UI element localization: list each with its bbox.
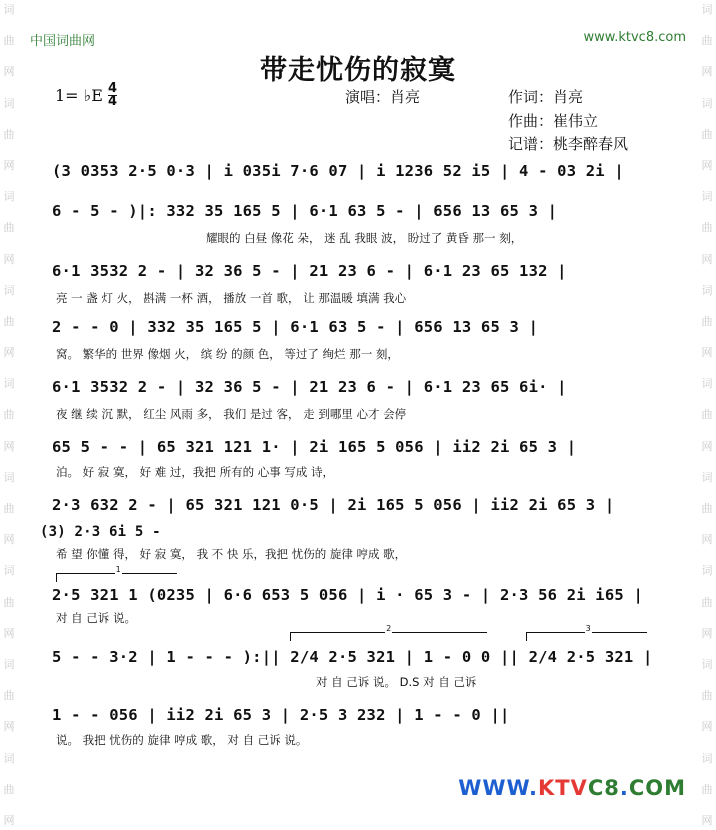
watermark-char: 词	[701, 190, 713, 204]
lyric-line-8: 对 自 己诉 说。 D.S 对 自 己诉	[316, 675, 477, 689]
watermark-char: 网	[3, 720, 15, 734]
volta-1-bracket	[56, 565, 177, 582]
notation-line-6: 65 5 - - | 65 321 121 1· | 2i 165 5 056 | ii2 2i 65 3 |	[52, 438, 577, 456]
watermark-char: 词	[3, 564, 15, 578]
notation-line-5: 6·1 3532 2 - | 32 36 5 - | 21 23 6 - | 6·1 23 65 6i· |	[52, 378, 567, 396]
lyric-line-5: 泊。 好 寂 寞， 好 难 过，我把 所有的 心事 写成 诗，	[56, 465, 335, 479]
transcriber-credit: 记谱：桃李醉春风	[508, 135, 629, 153]
watermark-char: 网	[3, 252, 15, 266]
watermark-char: 曲	[3, 221, 15, 235]
watermark-char: 词	[701, 657, 713, 671]
notation-line-3: 6·1 3532 2 - | 32 36 5 - | 21 23 6 - | 6·1 23 65 132 |	[52, 262, 567, 280]
watermark-char: 词	[701, 470, 713, 484]
logo-dot: .	[619, 776, 629, 800]
watermark-char: 词	[701, 96, 713, 110]
watermark-char: 曲	[3, 595, 15, 609]
song-title: 带走忧伤的寂寞	[260, 55, 456, 86]
volta-2-number: 2	[386, 624, 392, 633]
watermark-char: 曲	[701, 221, 713, 235]
notation-line-1: (3 0353 2·5 0·3 | i 035i 7·6 07 | i 1236 52 i5 | 4 - 03 2i |	[52, 162, 624, 180]
watermark-char: 曲	[3, 408, 15, 422]
watermark-char: 网	[701, 158, 713, 172]
time-signature-denominator: 4	[108, 94, 118, 109]
lyric-line-3: 窝。 繁华的 世界 像烟 火， 缤 纷 的颜 色， 等过了 绚烂 那一 刻，	[56, 347, 399, 361]
volta-3-number: 3	[585, 624, 591, 633]
watermark-char: 曲	[701, 34, 713, 48]
watermark-char: 词	[3, 3, 15, 16]
watermark-char: 曲	[701, 595, 713, 609]
logo-com: COM	[628, 776, 686, 800]
watermark-char: 词	[3, 377, 15, 391]
watermark-char: 词	[3, 751, 15, 765]
watermark-char: 网	[3, 65, 15, 79]
watermark-char: 曲	[701, 782, 713, 796]
watermark-char: 词	[701, 283, 713, 297]
time-signature-numerator: 4	[108, 81, 118, 96]
notation-line-10: 1 - - 056 | ii2 2i 65 3 | 2·5 3 232 | 1 - - 0 ||	[52, 706, 510, 724]
logo-c8: C8	[587, 776, 620, 800]
watermark-char: 网	[701, 533, 713, 547]
lyric-line-9: 说。 我把 忧伤的 旋律 哼成 歌， 对 自 己诉 说。	[56, 733, 308, 747]
site-name-link[interactable]: 中国词曲网	[30, 34, 96, 49]
notation-line-4: 2 - - 0 | 332 35 165 5 | 6·1 63 5 - | 656 13 65 3 |	[52, 318, 539, 336]
lyricist-credit: 作词：肖亮	[508, 88, 584, 106]
watermark-char: 网	[3, 158, 15, 172]
lyric-line-7: 对 自 己诉 说。	[56, 611, 136, 625]
logo-www: WWW.	[458, 776, 538, 800]
watermark-char: 网	[3, 533, 15, 547]
notation-line-8: 2·5 321 1 (0235 | 6·6 653 5 056 | i · 65 3 - | 2·3 56 2i i65 |	[52, 586, 643, 604]
watermark-char: 词	[3, 96, 15, 110]
watermark-char: 网	[701, 626, 713, 640]
watermark-char: 网	[701, 813, 713, 827]
watermark-char: 曲	[3, 314, 15, 328]
time-signature	[108, 83, 117, 108]
volta-3-bracket	[526, 624, 647, 641]
watermark-char: 曲	[701, 314, 713, 328]
watermark-char: 网	[3, 439, 15, 453]
watermark-char: 网	[701, 720, 713, 734]
watermark-char: 网	[3, 813, 15, 827]
logo-ktv: KTV	[537, 776, 588, 800]
watermark-char: 网	[701, 252, 713, 266]
watermark-char: 曲	[3, 127, 15, 141]
notation-line-7: 2·3 632 2 - | 65 321 121 0·5 | 2i 165 5 056 | ii2 2i 65 3 |	[52, 496, 615, 514]
watermark-char: 词	[701, 751, 713, 765]
watermark-char: 网	[3, 346, 15, 360]
site-url-link[interactable]: www.ktvc8.com	[583, 30, 686, 45]
watermark-char: 词	[3, 190, 15, 204]
watermark-char: 曲	[3, 782, 15, 796]
watermark-char: 网	[701, 346, 713, 360]
watermark-char: 网	[701, 439, 713, 453]
volta-2-bracket	[290, 624, 487, 641]
watermark-char: 曲	[701, 689, 713, 703]
watermark-char: 词	[701, 564, 713, 578]
watermark-char: 网	[3, 626, 15, 640]
watermark-char: 曲	[701, 127, 713, 141]
watermark-char: 曲	[3, 502, 15, 515]
lyric-line-1: 耀眼的 白昼 像花 朵， 迷 乱 我眼 波， 盼过了 黄昏 那一 刻，	[206, 231, 523, 245]
lyric-line-2: 亮 一 盏 灯 火， 斟满 一杯 酒， 播放 一首 歌， 让 那温暖 填满 我心	[56, 291, 407, 305]
watermark-char: 曲	[701, 408, 713, 422]
watermark-right	[700, 0, 714, 830]
watermark-char: 词	[3, 283, 15, 297]
notation-line-7-alt: (3) 2·3 6i 5 -	[40, 524, 161, 540]
watermark-char: 词	[701, 377, 713, 391]
key-signature: 1= ♭E	[55, 86, 103, 105]
watermark-char: 曲	[701, 502, 713, 515]
watermark-char: 曲	[3, 689, 15, 703]
watermark-char: 曲	[3, 34, 15, 48]
notation-line-2: 6 - 5 - )|: 332 35 165 5 | 6·1 63 5 - | 656 13 65 3 |	[52, 202, 558, 220]
lyric-line-4: 夜 继 续 沉 默， 红尘 风雨 多， 我们 是过 客， 走 到哪里 心才 会停	[56, 407, 407, 421]
composer-credit: 作曲：崔伟立	[508, 112, 599, 130]
ktvc8-logo-link[interactable]	[458, 776, 686, 800]
lyric-line-6: 希 望 你懂 得， 好 寂 寞， 我 不 快 乐，我把 忧伤的 旋律 哼成 歌，	[56, 547, 407, 561]
watermark-char: 词	[701, 3, 713, 16]
volta-1-number: 1	[115, 565, 121, 574]
watermark-left	[2, 0, 16, 830]
notation-line-9: 5 - - 3·2 | 1 - - - ):|| 2/4 2·5 321 | 1 - 0 0 || 2/4 2·5 321 |	[52, 648, 653, 666]
watermark-char: 词	[3, 657, 15, 671]
watermark-char: 词	[3, 470, 15, 484]
watermark-char: 网	[701, 65, 713, 79]
singer-credit: 演唱：肖亮	[345, 88, 421, 106]
